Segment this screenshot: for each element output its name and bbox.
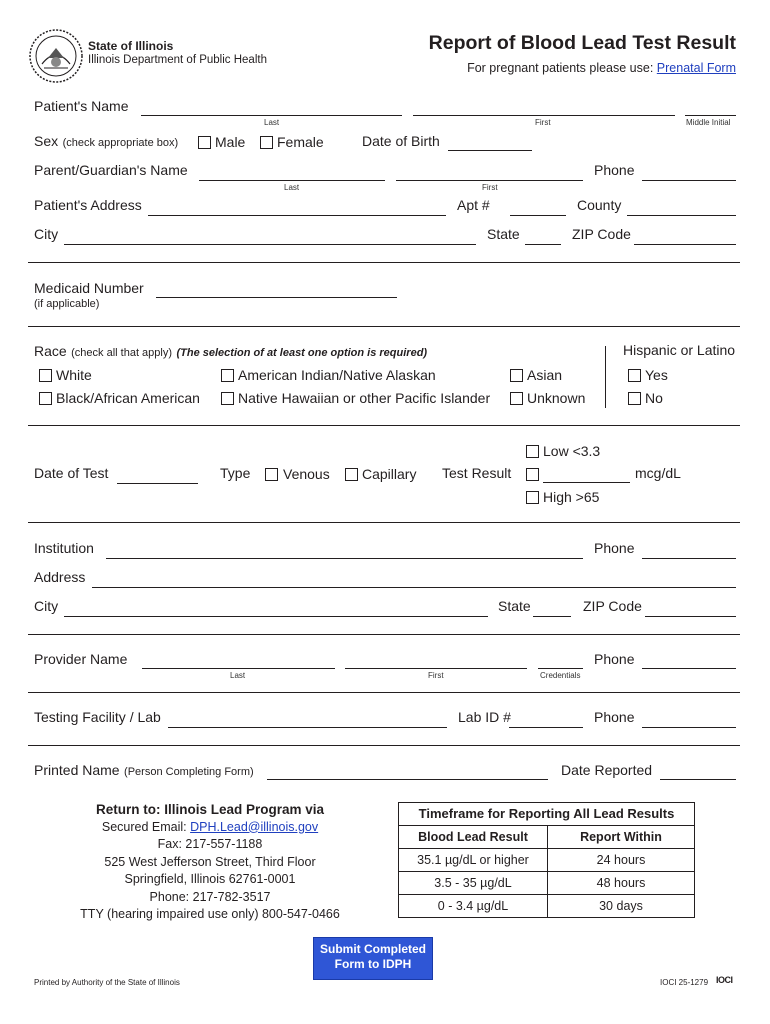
guardian-last-name-field[interactable]: [199, 180, 385, 181]
submit-form-button[interactable]: [313, 937, 433, 980]
phone-line: Phone: 217-782-3517: [149, 889, 271, 904]
printed-name-label: Printed Name: [34, 762, 120, 778]
row-result: 3.5 - 35 µg/dL: [399, 872, 548, 895]
timeframe-title: Timeframe for Reporting All Lead Results: [398, 802, 695, 825]
provider-sub-credentials: Credentials: [540, 671, 581, 680]
race-label: Race: [34, 343, 67, 359]
institution-label: Institution: [34, 540, 94, 556]
row-within: 24 hours: [548, 849, 695, 872]
type-label: Type: [220, 465, 251, 481]
header-report-within: Report Within: [548, 826, 695, 849]
return-heading: Return to: Illinois Lead Program via: [95, 802, 325, 817]
black-checkbox[interactable]: [39, 392, 52, 405]
guardian-phone-label: Phone: [594, 162, 635, 178]
female-checkbox[interactable]: [260, 136, 273, 149]
header-blood-lead-result: Blood Lead Result: [399, 826, 548, 849]
provider-credentials-field[interactable]: [538, 668, 583, 669]
date-of-test-field[interactable]: [117, 483, 198, 484]
race-hint: (check all that apply): [71, 347, 173, 359]
white-label: White: [56, 367, 92, 383]
high-label: High >65: [543, 489, 600, 505]
hispanic-yes-label: Yes: [645, 367, 668, 383]
sex-hint: (check appropriate box): [62, 137, 179, 149]
row-result: 35.1 µg/dL or higher: [399, 849, 548, 872]
pregnant-note: [467, 61, 736, 75]
high-checkbox[interactable]: [526, 491, 539, 504]
patient-last-name-field[interactable]: [141, 115, 402, 116]
divider-6: [28, 692, 740, 693]
institution-city-label: City: [34, 598, 59, 614]
lab-id-field[interactable]: [509, 727, 583, 728]
institution-state-field[interactable]: [533, 616, 571, 617]
institution-address-label: Address: [34, 569, 86, 585]
low-checkbox[interactable]: [526, 445, 539, 458]
institution-address-field[interactable]: [92, 587, 736, 588]
patient-first-name-field[interactable]: [413, 115, 675, 116]
county-label: County: [577, 197, 622, 213]
row-within: 30 days: [548, 895, 695, 918]
provider-first-name-field[interactable]: [345, 668, 527, 669]
provider-phone-label: Phone: [594, 651, 635, 667]
capillary-label: Capillary: [362, 466, 417, 482]
venous-label: Venous: [283, 466, 330, 482]
sub-label-first: First: [535, 118, 551, 127]
row-result: 0 - 3.4 µg/dL: [399, 895, 548, 918]
dob-field[interactable]: [448, 150, 532, 151]
unknown-label: Unknown: [527, 390, 586, 406]
sub-label-middle: Middle Initial: [686, 118, 731, 127]
provider-label: Provider Name: [34, 651, 128, 667]
return-info: [60, 801, 360, 924]
asian-label: Asian: [527, 367, 563, 383]
provider-last-name-field[interactable]: [142, 668, 335, 669]
hawaiian-checkbox[interactable]: [221, 392, 234, 405]
tty-line: TTY (hearing impaired use only) 800-547-0466: [80, 907, 340, 921]
city-line: Springfield, Illinois 62761-0001: [124, 872, 296, 886]
email-prefix: Secured Email:: [101, 819, 187, 834]
result-value-checkbox[interactable]: [526, 468, 539, 481]
male-checkbox[interactable]: [198, 136, 211, 149]
medicaid-label: Medicaid Number: [34, 280, 144, 296]
institution-phone-field[interactable]: [642, 558, 736, 559]
venous-checkbox[interactable]: [265, 468, 278, 481]
race-required-note: (The selection of at least one option is required): [176, 347, 428, 359]
guardian-first-name-field[interactable]: [396, 180, 583, 181]
fax-line: Fax: 217-557-1188: [157, 837, 263, 851]
dob-label: Date of Birth: [362, 133, 440, 149]
sex-label: Sex: [34, 133, 59, 149]
table-row: [399, 895, 695, 918]
guardian-label: Parent/Guardian's Name: [34, 162, 188, 178]
patient-zip-label: ZIP Code: [572, 226, 631, 242]
institution-city-field[interactable]: [64, 616, 488, 617]
lab-id-label: Lab ID #: [458, 709, 511, 725]
test-result-label: Test Result: [442, 465, 512, 481]
low-label: Low <3.3: [543, 443, 601, 459]
provider-phone-field[interactable]: [642, 668, 736, 669]
patient-city-label: City: [34, 226, 59, 242]
institution-zip-field[interactable]: [645, 616, 736, 617]
divider-2: [28, 326, 740, 327]
patient-address-field[interactable]: [148, 215, 446, 216]
divider-4: [28, 522, 740, 523]
pregnant-note-text: For pregnant patients please use:: [467, 61, 654, 75]
table-row: [399, 849, 695, 872]
divider-1: [28, 262, 740, 263]
authority-note: Printed by Authority of the State of Illinois: [34, 978, 180, 987]
submit-line-2: Form to IDPH: [334, 957, 412, 971]
printed-name-field[interactable]: [267, 779, 548, 780]
unit-label: mcg/dL: [635, 465, 681, 481]
state-seal: [28, 28, 84, 84]
prenatal-form-link[interactable]: Prenatal Form: [656, 61, 736, 75]
provider-sub-last: Last: [230, 671, 246, 680]
capillary-checkbox[interactable]: [345, 468, 358, 481]
hispanic-no-label: No: [645, 390, 663, 406]
female-label: Female: [277, 134, 324, 150]
american-indian-label: American Indian/Native Alaskan: [238, 367, 436, 383]
department-name: Illinois Department of Public Health: [88, 54, 267, 66]
patient-city-field[interactable]: [64, 244, 476, 245]
apt-label: Apt #: [457, 197, 490, 213]
hispanic-no-checkbox[interactable]: [628, 392, 641, 405]
form-id: IOCI 25-1279: [660, 978, 709, 987]
facility-field[interactable]: [168, 727, 447, 728]
printed-name-group: [34, 762, 254, 780]
patient-name-label: Patient's Name: [34, 98, 129, 114]
facility-phone-field[interactable]: [642, 727, 736, 728]
table-row: [399, 872, 695, 895]
form-title: Report of Blood Lead Test Result: [428, 32, 736, 54]
patient-state-label: State: [487, 226, 520, 242]
white-checkbox[interactable]: [39, 369, 52, 382]
divider-5: [28, 634, 740, 635]
timeframe-header-row: [399, 826, 695, 849]
guardian-sub-last: Last: [284, 183, 300, 192]
divider-3: [28, 425, 740, 426]
timeframe-table: [398, 802, 695, 918]
hawaiian-label: Native Hawaiian or other Pacific Islander: [238, 390, 491, 406]
submit-line-1: Submit Completed: [319, 942, 426, 956]
patient-zip-field[interactable]: [634, 244, 736, 245]
provider-sub-first: First: [428, 671, 444, 680]
date-of-test-label: Date of Test: [34, 465, 109, 481]
institution-phone-label: Phone: [594, 540, 635, 556]
county-field[interactable]: [627, 215, 736, 216]
hispanic-label: Hispanic or Latino: [623, 342, 736, 358]
unknown-checkbox[interactable]: [510, 392, 523, 405]
patient-address-label: Patient's Address: [34, 197, 142, 213]
institution-field[interactable]: [106, 558, 583, 559]
asian-checkbox[interactable]: [510, 369, 523, 382]
sub-label-last: Last: [264, 118, 280, 127]
race-label-group: [34, 343, 427, 361]
apt-field[interactable]: [510, 215, 566, 216]
email-link[interactable]: DPH.Lead@illinois.gov: [190, 819, 319, 834]
hispanic-yes-checkbox[interactable]: [628, 369, 641, 382]
male-label: Male: [215, 134, 246, 150]
guardian-sub-first: First: [482, 183, 498, 192]
sex-label-group: [34, 133, 178, 151]
institution-state-label: State: [498, 598, 531, 614]
american-indian-checkbox[interactable]: [221, 369, 234, 382]
ioci-logo: IOCI: [716, 975, 733, 985]
patient-state-field[interactable]: [525, 244, 561, 245]
date-reported-label: Date Reported: [561, 762, 653, 778]
email-line: [60, 819, 360, 837]
result-value-field[interactable]: [543, 482, 630, 483]
institution-zip-label: ZIP Code: [583, 598, 642, 614]
facility-phone-label: Phone: [594, 709, 635, 725]
state-name: State of Illinois: [88, 39, 174, 53]
guardian-phone-field[interactable]: [642, 180, 736, 181]
race-vertical-divider: [605, 346, 606, 408]
date-reported-field[interactable]: [660, 779, 736, 780]
street-line: 525 West Jefferson Street, Third Floor: [104, 854, 316, 869]
printed-name-hint: (Person Completing Form): [124, 766, 254, 778]
black-label: Black/African American: [56, 390, 200, 406]
facility-label: Testing Facility / Lab: [34, 709, 161, 725]
patient-middle-initial-field[interactable]: [685, 115, 736, 116]
medicaid-field[interactable]: [156, 297, 397, 298]
divider-7: [28, 745, 740, 746]
row-within: 48 hours: [548, 872, 695, 895]
medicaid-hint: (if applicable): [34, 298, 100, 310]
